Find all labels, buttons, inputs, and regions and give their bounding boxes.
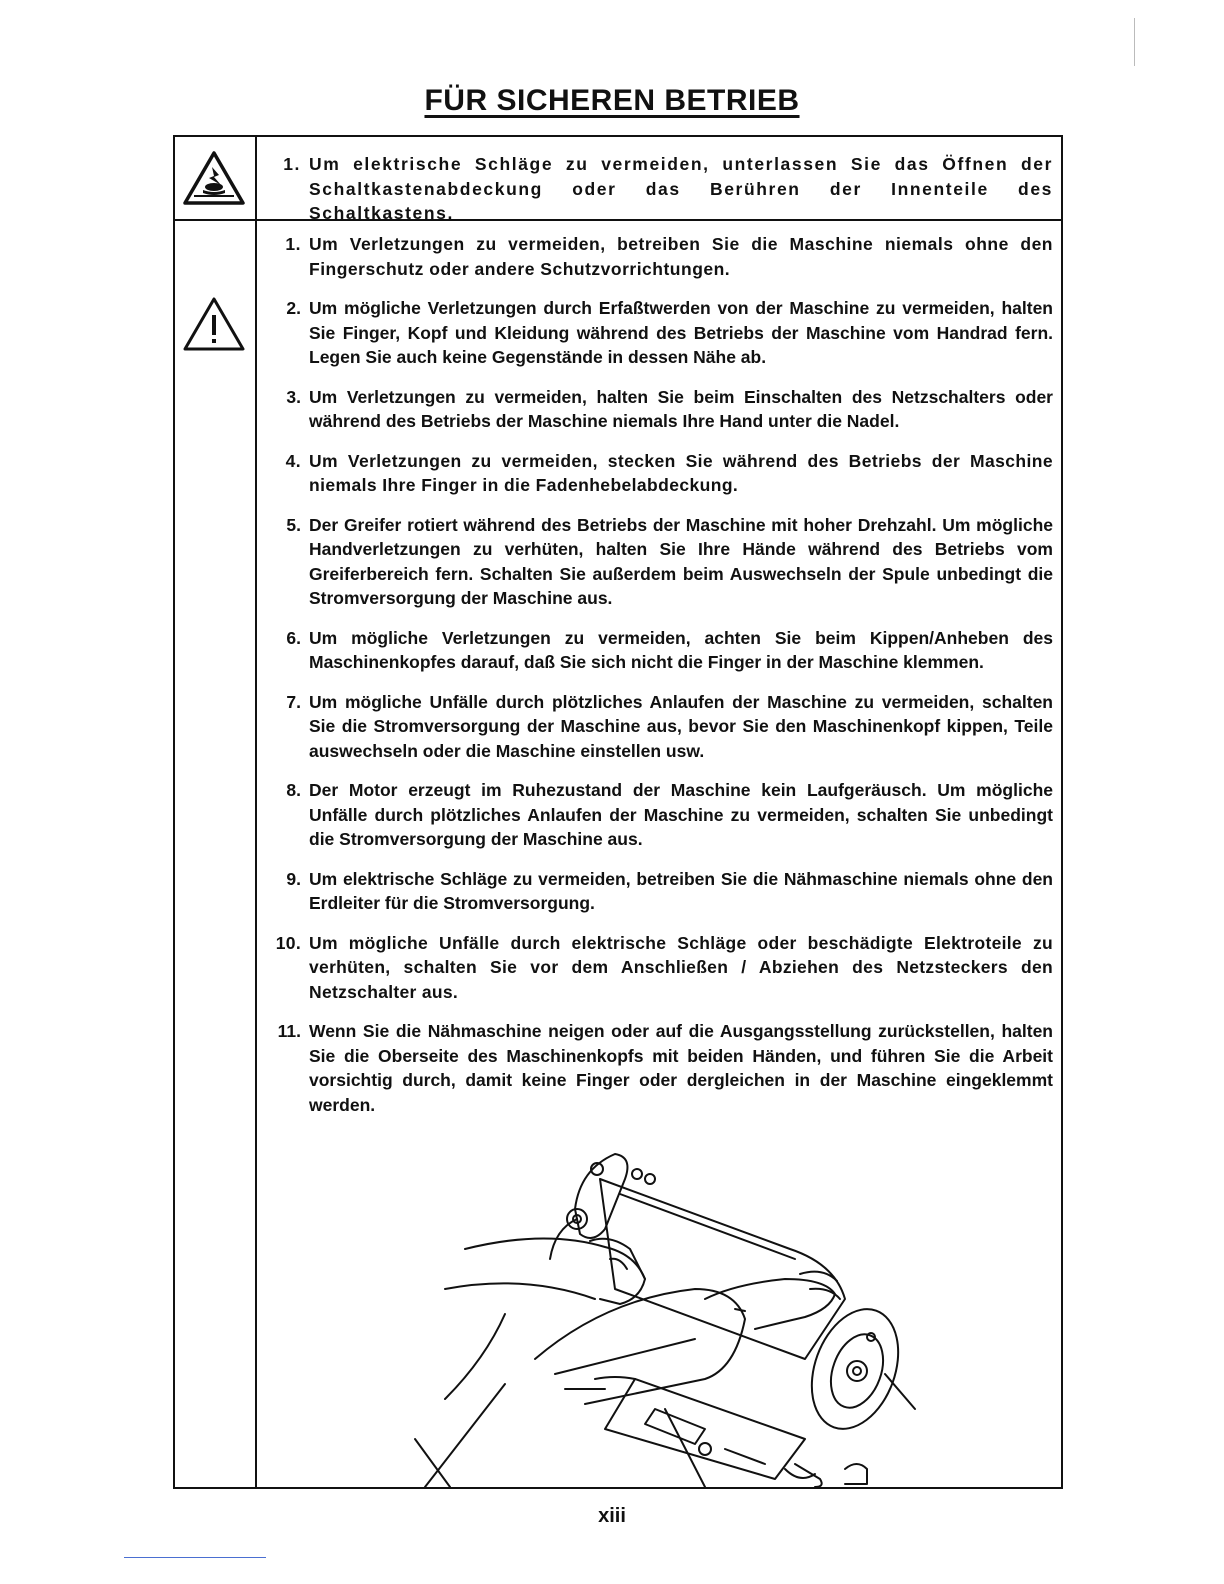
item-text: Um elektrische Schläge zu vermeiden, betreiben Sie die Nähmaschine niemals ohne den Erdleiter für die Stromversorgung. xyxy=(309,868,1053,913)
list-item xyxy=(257,152,1053,226)
list-item xyxy=(257,778,1053,852)
list-item xyxy=(257,232,1053,281)
page-number: xiii xyxy=(598,1505,626,1527)
list-item xyxy=(257,385,1053,434)
item-number: 6. xyxy=(286,627,301,648)
list-item xyxy=(257,867,1053,916)
item-number: 11. xyxy=(277,1021,301,1041)
electric-shock-danger-icon xyxy=(181,149,247,207)
list-item xyxy=(257,1019,1053,1117)
caution-warning-icon xyxy=(181,295,247,353)
item-text: Um mögliche Unfälle durch elektrische Schläge oder beschädigte Elektroteile zu verhüten, schalten Sie vor dem Anschließen / Abziehen des Netzsteckers den Netzschalter aus. xyxy=(309,932,1053,1002)
item-text: Der Motor erzeugt im Ruhezustand der Maschine kein Laufgeräusch. Um mögliche Unfälle durch plötzliches Anlaufen der Maschine zu vermeiden, schalten Sie unbedingt die Stromversorgung der Maschine aus. xyxy=(309,780,1053,849)
warning-row xyxy=(175,219,1061,1487)
item-number: 8. xyxy=(286,780,301,800)
list-item xyxy=(257,296,1053,370)
bottom-rule xyxy=(124,1557,266,1558)
scan-edge-mark xyxy=(1134,18,1135,66)
item-number: 1. xyxy=(283,154,301,174)
item-number: 7. xyxy=(286,691,301,712)
list-item xyxy=(257,626,1053,675)
safety-table xyxy=(173,135,1063,1489)
item-text: Um mögliche Verletzungen zu vermeiden, achten Sie beim Kippen/Anheben des Maschinenkopfes darauf, daß Sie sich nicht die Finger in der Maschine klemmen. xyxy=(309,627,1053,672)
danger-row xyxy=(175,137,1061,221)
item-number: 9. xyxy=(286,868,301,889)
item-text: Um Verletzungen zu vermeiden, betreiben Sie die Maschine niemals ohne den Fingerschutz oder andere Schutzvorrichtungen. xyxy=(309,234,1053,279)
item-number: 4. xyxy=(285,450,301,471)
item-text: Um mögliche Unfälle durch plötzliches Anlaufen der Maschine zu vermeiden, schalten Sie die Stromversorgung der Maschine aus, bevor Sie den Maschinenkopf kippen, Teile auswechseln oder die Maschine einstellen usw. xyxy=(309,691,1053,761)
list-item xyxy=(257,513,1053,611)
item-text: Der Greifer rotiert während des Betriebs der Maschine mit hoher Drehzahl. Um mögliche Handverletzungen zu verhüten, halten Sie Ihre Hände während des Betriebs vom Greiferbereich fern. Schalten Sie außerdem beim Auswechseln der Spule unbedingt die Stromversorgung der Maschine aus. xyxy=(309,514,1053,608)
item-text: Um elektrische Schläge zu vermeiden, unterlassen Sie das Öffnen der Schaltkastenabdeckung oder das Berühren der Innenteile des Schaltkastens. xyxy=(309,154,1053,223)
item-text: Um mögliche Verletzungen durch Erfaßtwerden von der Maschine zu vermeiden, halten Sie Finger, Kopf und Kleidung während des Betriebs der Maschine vom Handrad fern. Legen Sie auch keine Gegenstände in dessen Nähe ab. xyxy=(309,298,1053,367)
item-number: 3. xyxy=(286,386,301,407)
item-number: 1. xyxy=(285,234,301,254)
item-text: Um Verletzungen zu vermeiden, halten Sie beim Einschalten des Netzschalters oder während des Betriebs der Maschine niemals Ihre Hand unter die Nadel. xyxy=(309,386,1053,431)
danger-icon-cell xyxy=(175,137,257,219)
warning-icon-cell xyxy=(175,219,257,1487)
list-item xyxy=(257,690,1053,764)
item-number: 10. xyxy=(275,932,301,953)
page-title: FÜR SICHEREN BETRIEB xyxy=(424,84,800,117)
tilting-machine-head-illustration xyxy=(405,1139,935,1487)
list-item xyxy=(257,449,1053,498)
list-item xyxy=(257,931,1053,1005)
item-text: Um Verletzungen zu vermeiden, stecken Sie während des Betriebs der Maschine niemals Ihre Finger in die Fadenhebelabdeckung. xyxy=(309,450,1053,495)
item-number: 5. xyxy=(286,514,301,535)
item-text: Wenn Sie die Nähmaschine neigen oder auf die Ausgangsstellung zurückstellen, halten Sie die Oberseite des Maschinenkopfs mit beiden Händen, und führen Sie die Arbeit vorsichtig durch, damit keine Finger oder dergleichen in der Maschine eingeklemmt werden. xyxy=(309,1021,1053,1115)
warning-content xyxy=(257,232,1053,1132)
item-number: 2. xyxy=(286,298,301,318)
